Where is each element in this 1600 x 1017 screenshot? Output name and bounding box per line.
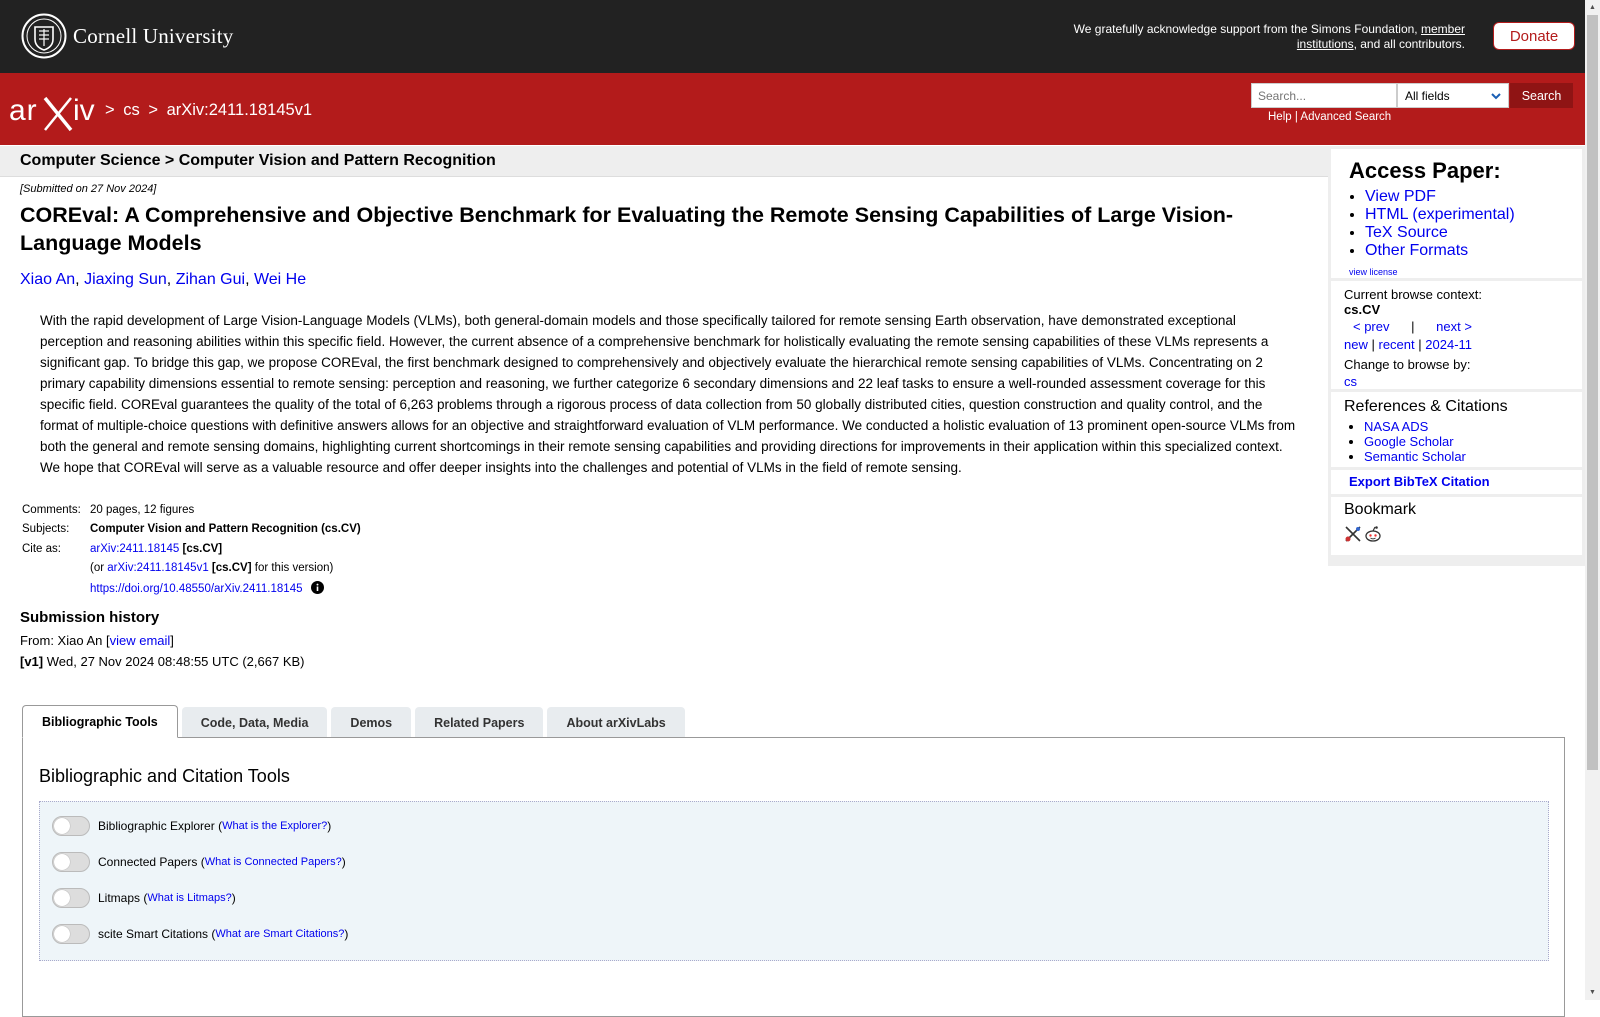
cite-version-row bbox=[20, 559, 361, 579]
subjects-value: Computer Vision and Pattern Recognition (cs.CV) bbox=[90, 523, 361, 536]
browse-context-box bbox=[1331, 281, 1582, 389]
toggle-knob bbox=[54, 926, 70, 942]
tool-name: scite Smart Citations bbox=[98, 927, 209, 941]
author-separator: , bbox=[245, 271, 250, 288]
abstract: With the rapid development of Large Vision-Language Models (VLMs), both general-domain models and those specifically tailored for remote sensing Earth observation, have demonstrated exceptional perception and reasoning abilities within this specific field. However, the current absence of a comprehensive benchmark for holistically evaluating the remote sensing capabilities of these VLMs represents a significant gap. To bridge this gap, we propose COREval, the first benchmark designed to comprehensively and objectively evaluate the hierarchical remote sensing capabilities of VLMs. Concentrating on 2 primary capability dimensions essential to remote sensing: perception and reasoning, we further categorize 6 secondary dimensions and 22 leaf tasks to ensure a well-rounded assessment coverage for this specific field. COREval guarantees the quality of the total of 6,263 problems through a rigorous process of data collection from 50 globally distributed cities, question construction and quality control, and the format of multiple-choice questions with definitive answers allows for an objective and straightforward evaluation of VLM performance. We conducted a holistic evaluation of 13 prominent open-source VLMs from both the general and remote sensing domains, highlighting current shortcomings in their remote sensing capabilities and providing directions for improvements in their application within this specialized context. We hope that COREval will serve as a valuable resource and offer deeper insights into the challenges and potential of VLMs in the field of remote sensing. bbox=[40, 313, 1296, 475]
tool-name: Connected Papers bbox=[98, 855, 198, 869]
recent-link[interactable]: recent bbox=[1378, 337, 1415, 352]
tool-row bbox=[52, 888, 236, 908]
page-scrollbar[interactable] bbox=[1585, 0, 1600, 1000]
subject-header-text: Computer Science > Computer Vision and Pattern Recognition bbox=[20, 152, 496, 169]
paper-title: COREval: A Comprehensive and Objective Benchmark for Evaluating the Remote Sensing Capabilities of Large Vision-Language Models bbox=[20, 203, 1234, 255]
tool-help-link[interactable]: What are Smart Citations? bbox=[215, 928, 345, 940]
svg-text:ar: ar bbox=[9, 94, 38, 127]
scite-toggle[interactable] bbox=[52, 924, 90, 944]
version-label: [v1] bbox=[20, 654, 44, 669]
breadcrumb-separator: > bbox=[148, 101, 158, 119]
tab-demos[interactable]: Demos bbox=[331, 707, 411, 738]
view-license-link[interactable]: view license bbox=[1349, 267, 1398, 277]
tab-about-arxivlabs[interactable]: About arXivLabs bbox=[547, 707, 684, 738]
toggle-knob bbox=[54, 818, 70, 834]
author-link[interactable]: Jiaxing Sun bbox=[84, 271, 167, 288]
paren: ) bbox=[231, 891, 236, 905]
subject-header bbox=[0, 146, 1328, 177]
nav-separator: | bbox=[1371, 337, 1375, 352]
comments-value: 20 pages, 12 figures bbox=[90, 503, 195, 516]
tool-row bbox=[52, 924, 348, 944]
change-browse-options bbox=[1344, 374, 1357, 389]
tool-name: Litmaps bbox=[98, 891, 141, 905]
reddit-icon[interactable] bbox=[1364, 525, 1382, 543]
comments-label: Comments: bbox=[22, 503, 81, 516]
prev-next-nav bbox=[1353, 319, 1472, 334]
search-field-select[interactable] bbox=[1397, 83, 1509, 108]
bibsonomy-icon[interactable] bbox=[1344, 525, 1362, 543]
scroll-thumb[interactable] bbox=[1587, 15, 1598, 770]
scroll-down-arrow-icon[interactable]: ▼ bbox=[1589, 989, 1596, 996]
author-list bbox=[20, 271, 306, 289]
breadcrumb-cs[interactable]: cs bbox=[123, 101, 140, 119]
cite-category: [cs.CV] bbox=[182, 542, 223, 555]
nav-separator: | bbox=[1411, 319, 1415, 334]
tab-bibliographic-tools[interactable]: Bibliographic Tools bbox=[22, 705, 178, 738]
nav-separator: | bbox=[1418, 337, 1422, 352]
cite-version-prefix: (or bbox=[90, 562, 105, 575]
labs-tabs bbox=[22, 705, 689, 738]
search-field-value: All fields bbox=[1405, 89, 1450, 103]
top-bar bbox=[0, 0, 1585, 73]
paren: ) bbox=[327, 819, 332, 833]
cite-as-label: Cite as: bbox=[22, 542, 61, 555]
paren: ) bbox=[344, 927, 349, 941]
cite-version-link[interactable]: arXiv:2411.18145v1 bbox=[107, 562, 209, 575]
right-sidebar bbox=[1328, 146, 1585, 566]
breadcrumb-separator: > bbox=[105, 101, 115, 119]
author-link[interactable]: Zihan Gui bbox=[175, 271, 246, 288]
cornell-logo[interactable] bbox=[21, 13, 234, 59]
tools-box bbox=[39, 801, 1549, 961]
cornell-university-name: Cornell University bbox=[73, 23, 234, 48]
tab-panel bbox=[22, 737, 1565, 1017]
chevron-down-icon bbox=[1490, 90, 1502, 102]
search-help-links bbox=[1268, 111, 1391, 123]
html-experimental-link[interactable]: HTML (experimental) bbox=[1365, 206, 1515, 223]
list-nav bbox=[1344, 337, 1472, 352]
bookmark-box bbox=[1331, 497, 1582, 555]
paren: ) bbox=[341, 855, 346, 869]
tab-related-papers[interactable]: Related Papers bbox=[415, 707, 543, 738]
arxiv-logo[interactable] bbox=[9, 92, 101, 132]
submission-date: [Submitted on 27 Nov 2024] bbox=[20, 183, 157, 195]
export-box bbox=[1331, 470, 1582, 494]
next-link[interactable]: next > bbox=[1436, 319, 1472, 334]
export-bibtex-link[interactable]: Export BibTeX Citation bbox=[1349, 474, 1490, 489]
tex-source-link[interactable]: TeX Source bbox=[1365, 224, 1448, 241]
search-button[interactable]: Search bbox=[1510, 83, 1573, 108]
version-text: Wed, 27 Nov 2024 08:48:55 UTC (2,667 KB) bbox=[46, 654, 305, 669]
cite-id-link[interactable]: arXiv:2411.18145 bbox=[90, 542, 180, 555]
subjects-label: Subjects: bbox=[22, 523, 70, 536]
month-link[interactable]: 2024-11 bbox=[1425, 337, 1473, 352]
toggle-knob bbox=[54, 890, 70, 906]
submission-from bbox=[20, 633, 174, 648]
bookmark-title: Bookmark bbox=[1344, 501, 1417, 518]
support-message bbox=[1025, 22, 1465, 51]
cornell-seal-icon bbox=[21, 13, 67, 59]
cite-version-category: [cs.CV] bbox=[211, 562, 252, 575]
litmaps-toggle[interactable] bbox=[52, 888, 90, 908]
cite-version-suffix: for this version) bbox=[254, 562, 334, 575]
change-browse-label: Change to browse by: bbox=[1344, 357, 1471, 372]
toggle-knob bbox=[54, 854, 70, 870]
browse-context: cs.CV bbox=[1344, 302, 1381, 317]
breadcrumb-paper-id: arXiv:2411.18145v1 bbox=[166, 101, 313, 119]
references-box bbox=[1331, 392, 1582, 467]
panel-heading: Bibliographic and Citation Tools bbox=[39, 766, 290, 786]
bookmark-icons bbox=[1344, 525, 1382, 543]
from-suffix: ] bbox=[170, 633, 174, 648]
tool-help-link[interactable]: What is Connected Papers? bbox=[204, 856, 342, 868]
version-v1 bbox=[20, 654, 305, 669]
author-separator: , bbox=[166, 271, 172, 288]
from-prefix: From: Xiao An [ bbox=[20, 633, 110, 648]
google-scholar-link[interactable]: Google Scholar bbox=[1364, 434, 1454, 449]
member-institutions-link[interactable]: member institutions bbox=[1296, 22, 1465, 51]
new-link[interactable]: new bbox=[1344, 337, 1368, 352]
semantic-scholar-link[interactable]: Semantic Scholar bbox=[1364, 449, 1466, 464]
paren: ( bbox=[211, 927, 216, 941]
paren: ( bbox=[218, 819, 223, 833]
tab-code-data-media[interactable]: Code, Data, Media bbox=[182, 707, 328, 738]
arxiv-header bbox=[0, 73, 1585, 145]
scroll-up-arrow-icon[interactable]: ▲ bbox=[1589, 4, 1596, 11]
connected-papers-toggle[interactable] bbox=[52, 852, 90, 872]
author-link[interactable]: Wei He bbox=[253, 271, 307, 288]
paren: ( bbox=[143, 891, 148, 905]
support-suffix: , and all contributors. bbox=[1353, 36, 1465, 51]
subjects-row bbox=[20, 520, 361, 540]
tool-row bbox=[52, 852, 346, 872]
author-link[interactable]: Xiao An bbox=[20, 271, 76, 288]
search-input[interactable] bbox=[1251, 83, 1397, 108]
view-email-link[interactable]: view email bbox=[109, 633, 171, 648]
doi-row bbox=[20, 578, 361, 598]
doi-link[interactable]: https://doi.org/10.48550/arXiv.2411.18145 bbox=[90, 582, 303, 595]
info-icon[interactable] bbox=[311, 581, 324, 594]
svg-text:iv: iv bbox=[73, 94, 95, 127]
browse-cs-link[interactable]: cs bbox=[1344, 374, 1357, 389]
browse-label: Current browse context: bbox=[1344, 287, 1483, 302]
tool-help-link[interactable]: What is Litmaps? bbox=[147, 892, 232, 904]
nasa-ads-link[interactable]: NASA ADS bbox=[1364, 419, 1429, 434]
references-title: References & Citations bbox=[1344, 398, 1508, 415]
metadata-table bbox=[20, 500, 361, 598]
prev-link[interactable]: < prev bbox=[1353, 319, 1390, 334]
other-formats-link[interactable]: Other Formats bbox=[1365, 242, 1469, 259]
advanced-search-link[interactable]: Advanced Search bbox=[1300, 111, 1392, 123]
cite-as-row bbox=[20, 539, 361, 559]
tool-name: Bibliographic Explorer bbox=[98, 819, 215, 833]
access-links bbox=[1365, 188, 1515, 260]
bibliographic-explorer-toggle[interactable] bbox=[52, 816, 90, 836]
access-paper-title: Access Paper: bbox=[1349, 158, 1501, 183]
tool-row bbox=[52, 816, 331, 836]
support-prefix: We gratefully acknowledge support from the Simons Foundation, bbox=[1073, 22, 1418, 36]
submission-history-title: Submission history bbox=[20, 609, 160, 626]
breadcrumb bbox=[105, 101, 316, 120]
comments-row bbox=[20, 500, 361, 520]
donate-button[interactable]: Donate bbox=[1493, 22, 1575, 50]
tool-help-link[interactable]: What is the Explorer? bbox=[222, 820, 328, 832]
view-pdf-link[interactable]: View PDF bbox=[1365, 188, 1436, 205]
links-separator: | bbox=[1294, 111, 1298, 123]
references-links bbox=[1364, 419, 1466, 464]
help-link[interactable]: Help bbox=[1268, 111, 1292, 123]
access-paper-box bbox=[1331, 149, 1582, 278]
author-separator: , bbox=[75, 271, 80, 288]
paren: ( bbox=[200, 855, 205, 869]
